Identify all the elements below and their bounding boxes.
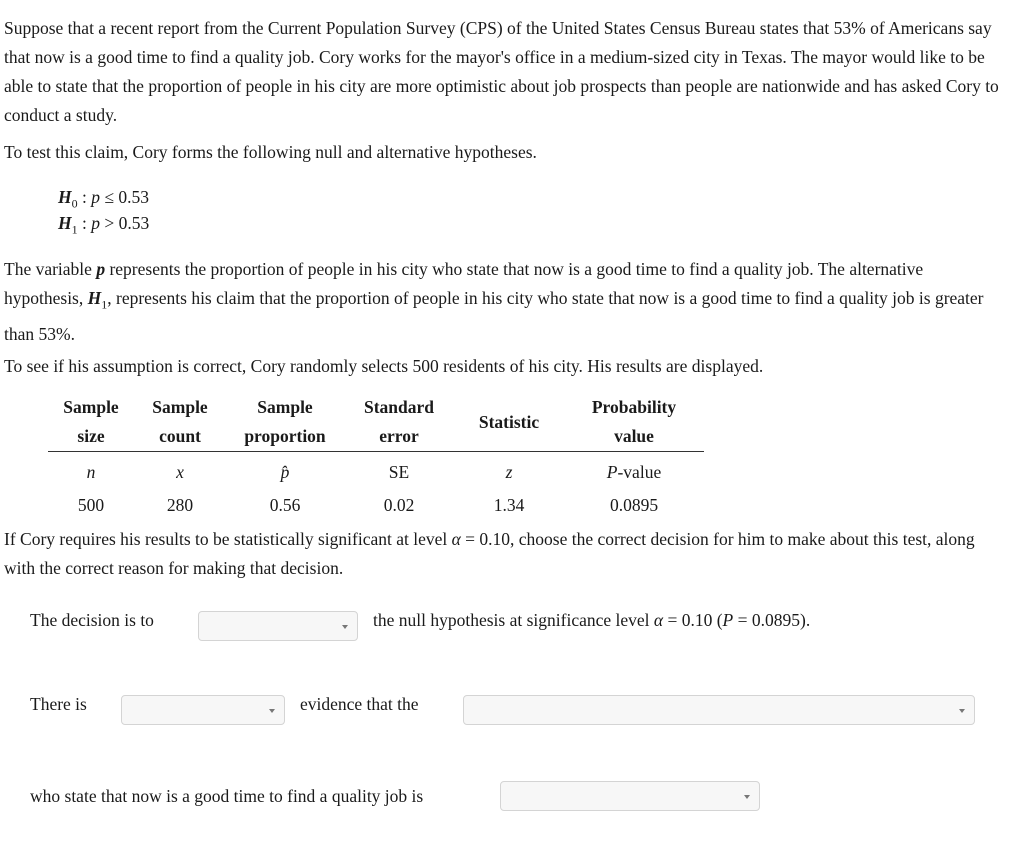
table-cell: 0.02: [383, 495, 415, 515]
table-cell: 280: [166, 495, 194, 515]
conclusion-label: who state that now is a good time to find a quality job is: [30, 786, 424, 806]
table-row: [48, 489, 704, 522]
decision-suffix: the null hypothesis at significance level α = 0.10 (P = 0.0895).: [373, 610, 811, 630]
intro-paragraph: Suppose that a recent report from the Current Population Survey (CPS) of the United States Census Bureau states that 53% of Americans say that now is a good time to find a quality job. Cory works for the mayor's office in a medium-sized city in Texas. The mayor would like to be able to state that the proportion of people in his city are more optimistic about job prospects than people are nationwide and has asked Cory to conduct a study.: [4, 18, 999, 125]
table-cell: p̂: [280, 462, 290, 482]
chevron-down-icon: [269, 709, 275, 713]
evidence-middle-label: evidence that the: [300, 694, 419, 714]
evidence-label: There is: [30, 694, 87, 714]
decision-dropdown[interactable]: [198, 611, 358, 641]
explanation-paragraph: The variable p represents the proportion of people in his city who state that now is a good time to find a quality job. The alternative hypothesis, $H_1$, represents his claim that the proportion of people in his city who state that now is a good time to find a quality job is greater than 53%.: [4, 259, 984, 344]
results-table: [48, 393, 704, 522]
table-cell: P-value: [606, 462, 662, 482]
decision-label: The decision is to: [30, 610, 154, 630]
table-header-cell: Sample proportion: [226, 393, 344, 452]
table-header-cell: Sample count: [134, 393, 226, 452]
table-cell: SE: [388, 462, 410, 482]
table-cell: 0.0895: [609, 495, 659, 515]
table-header-cell: Sample size: [48, 393, 134, 452]
table-cell: 500: [77, 495, 105, 515]
table-header-row: [48, 393, 704, 452]
hypotheses-intro: To test this claim, Cory forms the following null and alternative hypotheses.: [4, 142, 537, 162]
evidence-dropdown[interactable]: [121, 695, 285, 725]
question-paragraph: If Cory requires his results to be statistically significant at level α = 0.10, choose the correct decision for him to make about this test, along with the correct reason for making that decision.: [4, 529, 975, 578]
chevron-down-icon: [959, 709, 965, 713]
table-header-cell: Standard error: [344, 393, 454, 452]
table-cell: x: [176, 462, 184, 482]
table-header-cell: Probability value: [564, 393, 704, 452]
null-hypothesis: $H_0$ : p ≤ 0.53: [58, 187, 149, 211]
comparison-dropdown[interactable]: [500, 781, 760, 811]
chevron-down-icon: [342, 625, 348, 629]
population-dropdown[interactable]: [463, 695, 975, 725]
table-cell: 0.56: [269, 495, 301, 515]
alternative-hypothesis: $H_1$ : p > 0.53: [58, 213, 150, 237]
table-header-cell: Statistic: [454, 393, 564, 452]
table-cell: z: [505, 462, 513, 482]
table-cell: 1.34: [493, 495, 525, 515]
table-row: [48, 452, 704, 490]
sample-description: To see if his assumption is correct, Cory randomly selects 500 residents of his city. His results are displayed.: [4, 356, 764, 376]
table-cell: n: [86, 462, 96, 482]
chevron-down-icon: [744, 795, 750, 799]
